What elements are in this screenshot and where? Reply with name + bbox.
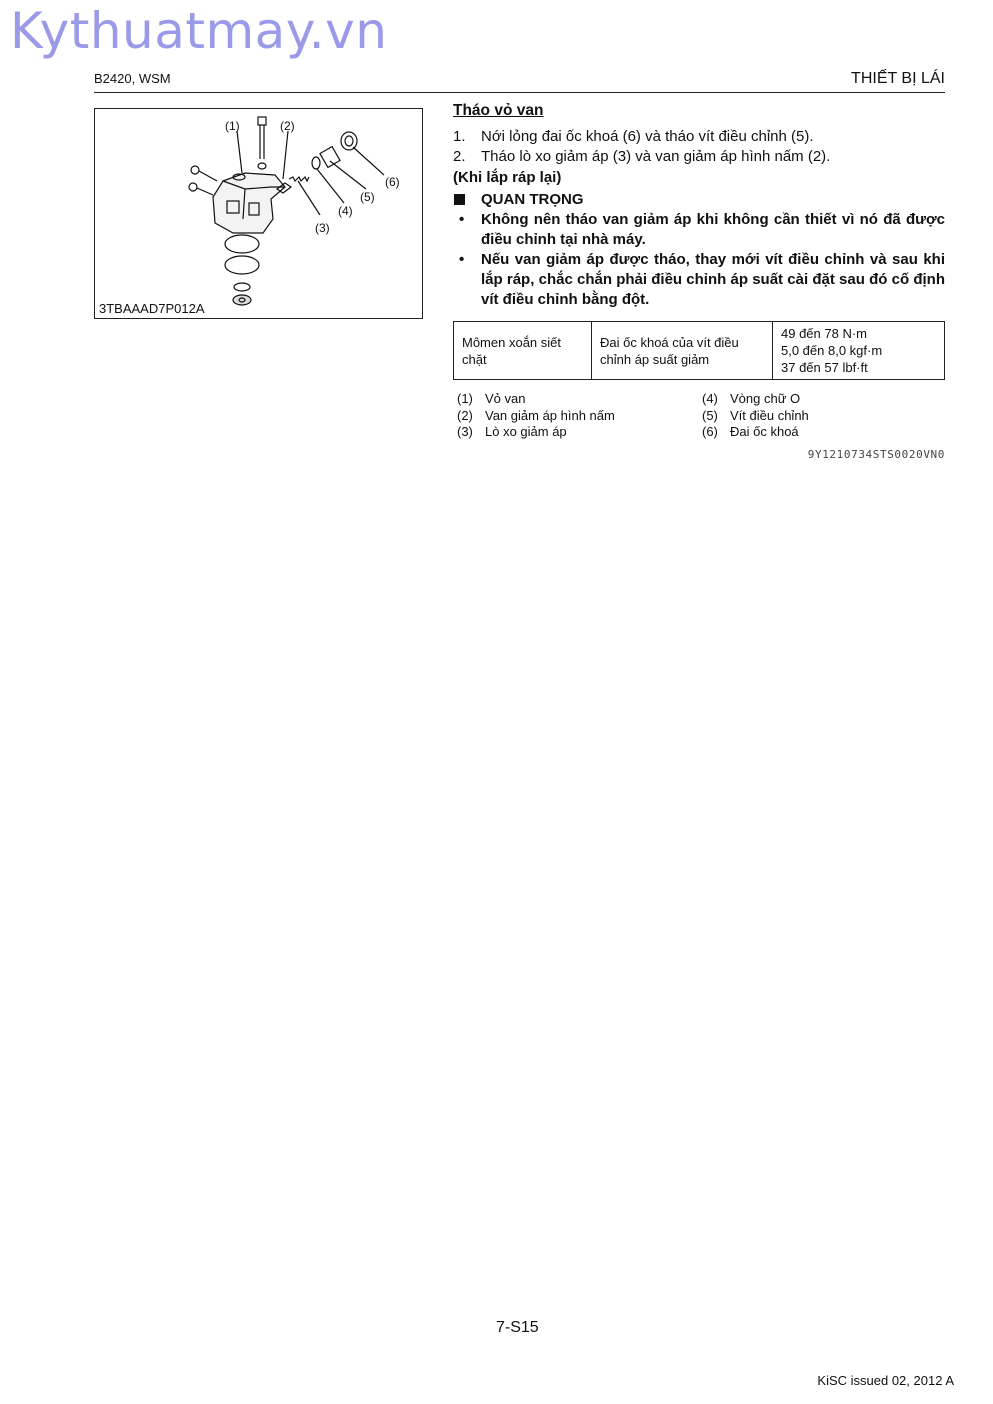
legend-text: Vỏ van: [485, 391, 526, 406]
step-item: [453, 147, 945, 167]
section-title: Tháo vỏ van: [453, 102, 544, 119]
page-number: 7-S15: [496, 1319, 539, 1336]
legend-text: Vít điều chỉnh: [730, 407, 809, 423]
legend-item: [702, 424, 799, 441]
valve-exploded-drawing: [95, 109, 424, 320]
callout-2: (2): [280, 119, 295, 133]
step-number: 1.: [453, 128, 466, 145]
callout-3: (3): [315, 221, 330, 235]
procedure-section: [453, 102, 945, 310]
bullet-text: Nếu van giảm áp được tháo, thay mới vít điều chỉnh và sau khi lắp ráp, chắc chắn phải điều chỉnh áp suất cài đặt sau đó cố định vít điều chỉnh bằng đột.: [481, 251, 945, 308]
bullet-text: Không nên tháo van giảm áp khi không cần thiết vì nó đã được điều chỉnh tại nhà máy.: [481, 211, 945, 248]
legend-text: Van giảm áp hình nấm: [485, 407, 615, 423]
important-square-icon: [454, 194, 465, 205]
legend-text: Lò xo giảm áp: [485, 424, 567, 439]
legend-number: (2): [457, 407, 473, 423]
issue-note: KiSC issued 02, 2012 A: [817, 1373, 954, 1388]
step-text: Nới lỏng đai ốc khoá (6) và tháo vít điều chỉnh (5).: [481, 128, 814, 145]
legend-item: [457, 424, 567, 441]
callout-5: (5): [360, 190, 375, 204]
exploded-view-figure: [94, 108, 423, 319]
legend-item: [457, 391, 525, 408]
bullet-icon: •: [459, 211, 465, 228]
important-heading: [453, 190, 945, 210]
step-item: [453, 127, 945, 147]
table-row: [454, 322, 945, 380]
legend-text: Vòng chữ O: [730, 391, 801, 406]
torque-table: [453, 321, 945, 380]
legend-number: (6): [702, 424, 718, 439]
legend-number: (5): [702, 407, 718, 423]
important-bullet: [453, 210, 945, 250]
legend-number: (1): [457, 391, 473, 406]
header-divider: [94, 92, 945, 93]
torque-item-cell: Đai ốc khoá của vít điều chỉnh áp suất giảm: [592, 322, 773, 380]
torque-value-nm: 49 đến 78 N·m: [781, 326, 867, 341]
legend-number: (4): [702, 391, 718, 406]
step-number: 2.: [453, 148, 466, 165]
document-reference: 9Y1210734STS0020VN0: [807, 448, 945, 461]
legend-item: [457, 408, 615, 425]
legend-text: Đai ốc khoá: [730, 424, 799, 439]
callout-1: (1): [225, 119, 240, 133]
callout-4: (4): [338, 204, 353, 218]
step-text: Tháo lò xo giảm áp (3) và van giảm áp hình nấm (2).: [481, 148, 831, 165]
important-label: QUAN TRỌNG: [481, 191, 584, 208]
torque-values-cell: [773, 322, 945, 380]
torque-label-cell: Mômen xoắn siết chặt: [454, 322, 592, 380]
torque-value-kgfm: 5,0 đến 8,0 kgf·m: [781, 343, 883, 358]
torque-value-lbfft: 37 đến 57 lbf·ft: [781, 360, 868, 375]
header-model: B2420, WSM: [94, 71, 171, 86]
important-bullet: [453, 250, 945, 310]
figure-code: 3TBAAAD7P012A: [99, 301, 205, 316]
watermark-logo: Kythuatmay.vn: [10, 2, 388, 60]
callout-6: (6): [385, 175, 400, 189]
legend-item: [702, 391, 800, 408]
legend-item: [702, 408, 809, 425]
header-chapter-title: THIẾT BỊ LÁI: [851, 70, 945, 87]
legend-number: (3): [457, 424, 473, 439]
reassembly-heading: (Khi lắp ráp lại): [453, 169, 562, 186]
bullet-icon: •: [459, 251, 465, 268]
